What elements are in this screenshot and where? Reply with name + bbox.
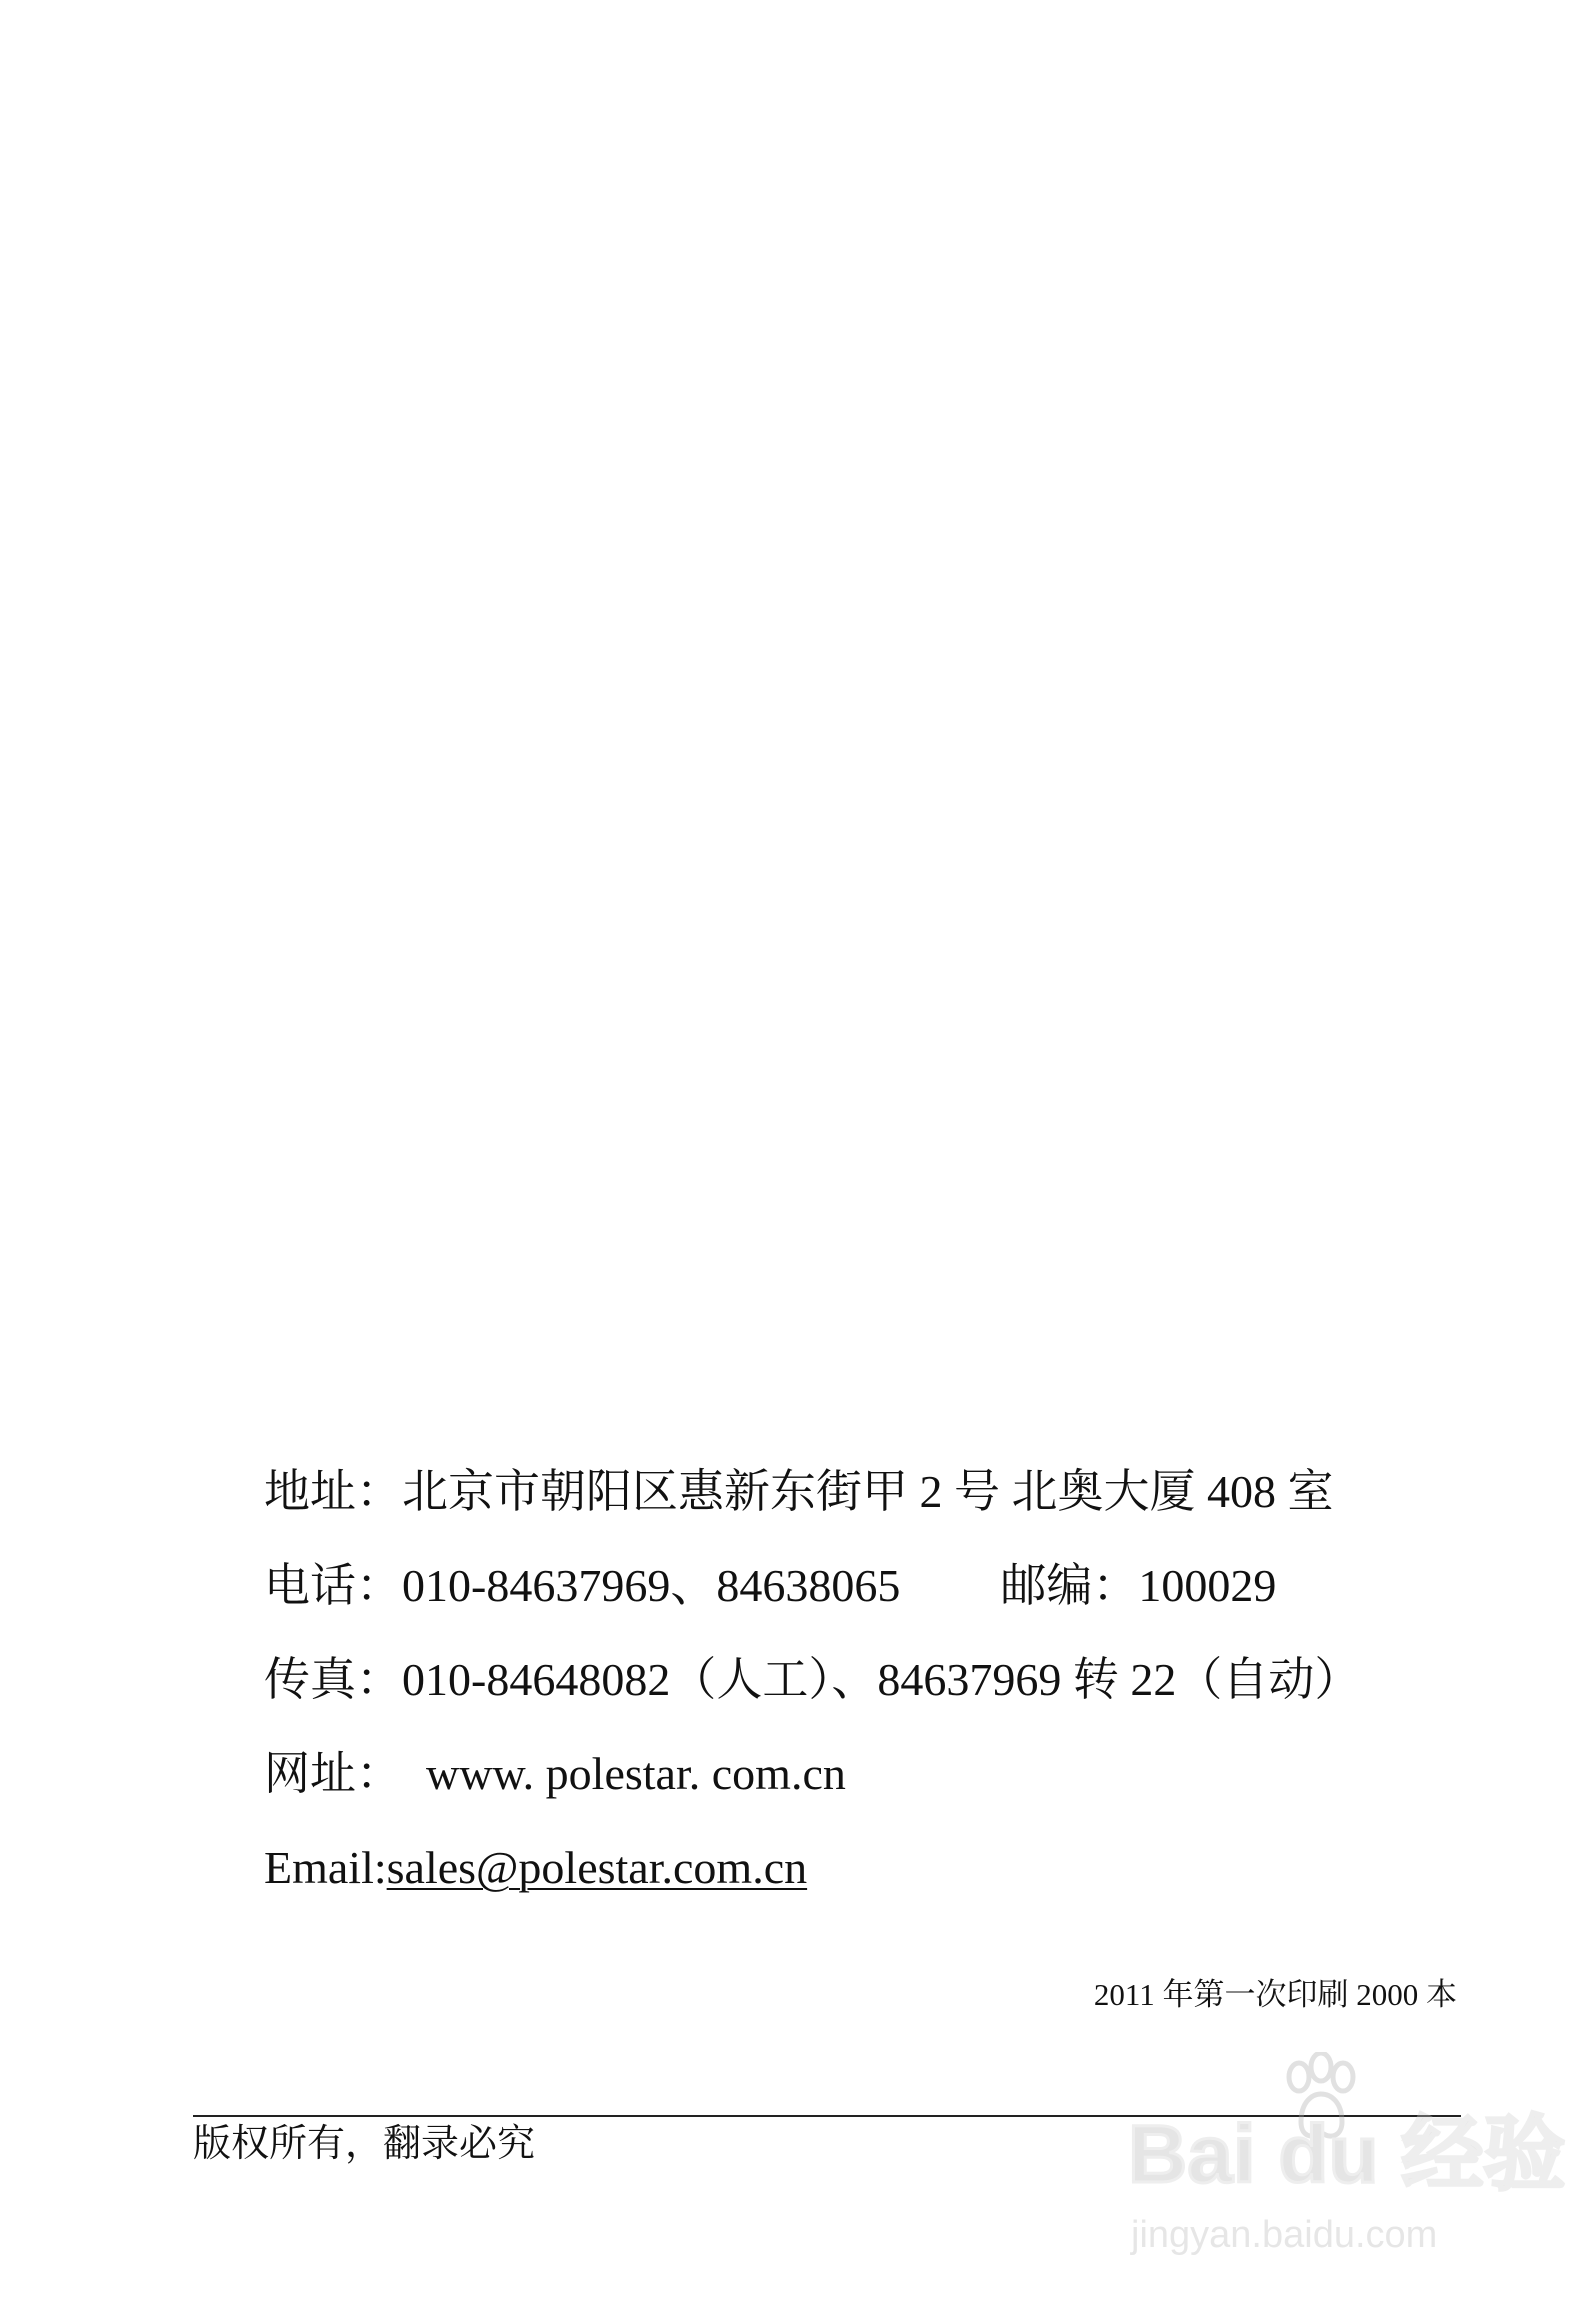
website-value: www. polestar. com.cn — [426, 1748, 846, 1799]
fax-label: 传真： — [264, 1654, 402, 1705]
phone-line — [264, 1539, 1424, 1633]
fax-value: 010-84648082（人工）、84637969 转 22（自动） — [402, 1654, 1361, 1705]
phone-value: 010-84637969、84638065 — [402, 1560, 901, 1611]
watermark-brand: Bai du 经验 — [1128, 2109, 1566, 2200]
publisher-contact-block — [264, 1445, 1424, 1915]
watermark-url: jingyan.baidu.com — [1131, 2214, 1438, 2256]
printing-note: 2011 年第一次印刷 2000 本 — [1093, 1977, 1457, 2012]
baidu-jingyan-watermark — [1128, 2052, 1566, 2270]
postcode-label: 邮编： — [1000, 1560, 1139, 1611]
paw-icon — [1276, 2052, 1366, 2144]
copyright-notice: 版权所有，翻录必究 — [193, 2123, 536, 2165]
footer-divider — [193, 2115, 1461, 2117]
phone-label: 电话： — [264, 1560, 402, 1611]
email-line — [264, 1821, 1424, 1915]
email-link[interactable]: sales@polestar.com.cn — [386, 1842, 808, 1893]
website-label: 网址： — [264, 1748, 402, 1799]
email-label: Email: — [264, 1842, 387, 1893]
website-line — [264, 1727, 1424, 1821]
address-value: 北京市朝阳区惠新东街甲 2 号 北奥大厦 408 室 — [402, 1466, 1334, 1517]
postcode-value: 100029 — [1138, 1560, 1277, 1611]
fax-line — [264, 1633, 1424, 1727]
address-label: 地址： — [264, 1466, 402, 1517]
address-line — [264, 1445, 1424, 1539]
